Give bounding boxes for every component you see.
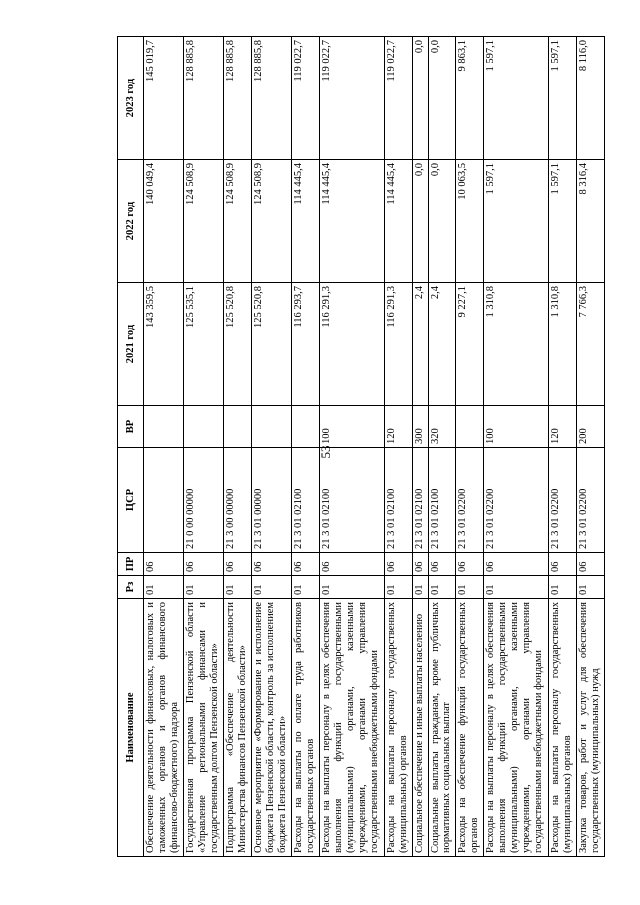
row-2022: 124 508,9 bbox=[252, 160, 292, 283]
row-2022: 10 063,5 bbox=[456, 160, 484, 283]
row-csr: 21 3 01 02100 bbox=[385, 448, 413, 553]
row-csr: 21 3 01 02100 bbox=[428, 448, 456, 553]
row-pr: 06 bbox=[252, 553, 292, 576]
row-2021: 125 535,1 bbox=[184, 283, 224, 406]
row-rz: 01 bbox=[484, 576, 549, 599]
row-csr bbox=[144, 448, 184, 553]
header-rz: Рз bbox=[118, 576, 144, 599]
row-pr: 06 bbox=[456, 553, 484, 576]
table-row bbox=[456, 37, 484, 857]
row-name: Расходы на выплаты персоналу государственных (муниципальных) органов bbox=[549, 599, 577, 857]
row-rz: 01 bbox=[428, 576, 456, 599]
row-csr: 21 3 01 02100 bbox=[413, 448, 428, 553]
row-2022: 8 316,4 bbox=[577, 160, 605, 283]
row-pr: 06 bbox=[320, 553, 385, 576]
table-row bbox=[224, 37, 252, 857]
row-name: Расходы на обеспечение функций государственных органов bbox=[456, 599, 484, 857]
table-row bbox=[549, 37, 577, 857]
header-2022: 2022 год bbox=[118, 160, 144, 283]
row-rz: 01 bbox=[549, 576, 577, 599]
table-row bbox=[144, 37, 184, 857]
rotated-table-container bbox=[117, 37, 605, 857]
row-2023: 119 022,7 bbox=[385, 37, 413, 160]
row-2021: 116 291,3 bbox=[320, 283, 385, 406]
header-name: Наименование bbox=[118, 599, 144, 857]
row-2022: 1 597,1 bbox=[484, 160, 549, 283]
row-rz: 01 bbox=[184, 576, 224, 599]
row-csr: 21 3 01 02200 bbox=[577, 448, 605, 553]
row-rz: 01 bbox=[292, 576, 320, 599]
row-vr: 320 bbox=[428, 406, 456, 448]
row-vr: 200 bbox=[577, 406, 605, 448]
row-pr: 06 bbox=[184, 553, 224, 576]
table-row bbox=[413, 37, 428, 857]
row-2023: 119 022,7 bbox=[320, 37, 385, 160]
row-name: Расходы на выплаты по оплате труда работников государственных органов bbox=[292, 599, 320, 857]
row-2023: 1 597,1 bbox=[549, 37, 577, 160]
row-2023: 1 597,1 bbox=[484, 37, 549, 160]
row-2023: 0,0 bbox=[413, 37, 428, 160]
row-2023: 9 863,1 bbox=[456, 37, 484, 160]
row-csr: 21 3 01 00000 bbox=[252, 448, 292, 553]
row-pr: 06 bbox=[549, 553, 577, 576]
row-pr: 06 bbox=[144, 553, 184, 576]
row-vr bbox=[224, 406, 252, 448]
table-row bbox=[577, 37, 605, 857]
table-row bbox=[292, 37, 320, 857]
row-name: Обеспечение деятельности финансовых, налоговых и таможенных органов и органов финансового (финансово-бюджетного) надзора bbox=[144, 599, 184, 857]
row-rz: 01 bbox=[224, 576, 252, 599]
row-2021: 9 227,1 bbox=[456, 283, 484, 406]
row-name: Расходы на выплаты персоналу в целях обеспечения выполнения функций государственными (муниципальными) органами, казенными учреждениями, органами управления государственными внебюджетными фондами bbox=[484, 599, 549, 857]
row-2021: 143 359,5 bbox=[144, 283, 184, 406]
row-2023: 128 885,8 bbox=[252, 37, 292, 160]
row-name: Подпрограмма «Обеспечение деятельности Министерства финансов Пензенской области» bbox=[224, 599, 252, 857]
header-2021: 2021 год bbox=[118, 283, 144, 406]
row-2021: 7 766,3 bbox=[577, 283, 605, 406]
row-rz: 01 bbox=[252, 576, 292, 599]
row-2023: 128 885,8 bbox=[184, 37, 224, 160]
row-2023: 8 116,0 bbox=[577, 37, 605, 160]
row-2022: 140 049,4 bbox=[144, 160, 184, 283]
row-vr bbox=[292, 406, 320, 448]
row-name: Основное мероприятие «Формирование и исполнение бюджета Пензенской области, контроль за исполнением бюджета Пензенской области» bbox=[252, 599, 292, 857]
table-row bbox=[184, 37, 224, 857]
row-2023: 128 885,8 bbox=[224, 37, 252, 160]
row-name: Расходы на выплаты персоналу в целях обеспечения выполнения функций государственными (муниципальными) органами, казенными учреждениями, органами управления государственными внебюджетными фондами bbox=[320, 599, 385, 857]
row-pr: 06 bbox=[385, 553, 413, 576]
row-vr bbox=[456, 406, 484, 448]
table-row bbox=[320, 37, 385, 857]
row-rz: 01 bbox=[456, 576, 484, 599]
table-row bbox=[252, 37, 292, 857]
row-rz: 01 bbox=[144, 576, 184, 599]
row-name: Социальное обеспечение и иные выплаты населению bbox=[413, 599, 428, 857]
row-2022: 0,0 bbox=[413, 160, 428, 283]
page-number: 53 bbox=[318, 445, 333, 459]
row-2022: 114 445,4 bbox=[292, 160, 320, 283]
row-pr: 06 bbox=[224, 553, 252, 576]
row-vr: 100 bbox=[320, 406, 385, 448]
header-pr: ПР bbox=[118, 553, 144, 576]
row-rz: 01 bbox=[385, 576, 413, 599]
row-2023: 119 022,7 bbox=[292, 37, 320, 160]
row-csr: 21 3 00 00000 bbox=[224, 448, 252, 553]
row-2022: 124 508,9 bbox=[184, 160, 224, 283]
row-2023: 0,0 bbox=[428, 37, 456, 160]
row-vr bbox=[184, 406, 224, 448]
header-csr: ЦСР bbox=[118, 448, 144, 553]
row-2021: 2,4 bbox=[428, 283, 456, 406]
table-header-row bbox=[118, 37, 144, 857]
row-vr bbox=[252, 406, 292, 448]
row-csr: 21 3 01 02200 bbox=[484, 448, 549, 553]
row-vr: 120 bbox=[385, 406, 413, 448]
row-rz: 01 bbox=[413, 576, 428, 599]
row-csr: 21 3 01 02200 bbox=[549, 448, 577, 553]
row-csr: 21 3 01 02100 bbox=[320, 448, 385, 553]
row-2022: 114 445,4 bbox=[320, 160, 385, 283]
row-vr bbox=[144, 406, 184, 448]
row-csr: 21 3 01 02200 bbox=[456, 448, 484, 553]
row-2021: 1 310,8 bbox=[484, 283, 549, 406]
header-vr: ВР bbox=[118, 406, 144, 448]
row-2022: 124 508,9 bbox=[224, 160, 252, 283]
row-name: Расходы на выплаты персоналу государственных (муниципальных) органов bbox=[385, 599, 413, 857]
row-rz: 01 bbox=[577, 576, 605, 599]
row-pr: 06 bbox=[428, 553, 456, 576]
row-vr: 120 bbox=[549, 406, 577, 448]
row-2021: 1 310,8 bbox=[549, 283, 577, 406]
row-pr: 06 bbox=[577, 553, 605, 576]
row-vr: 100 bbox=[484, 406, 549, 448]
row-name: Социальные выплаты гражданам, кроме публичных нормативных социальных выплат bbox=[428, 599, 456, 857]
budget-table bbox=[117, 36, 605, 857]
row-pr: 06 bbox=[413, 553, 428, 576]
row-rz: 01 bbox=[320, 576, 385, 599]
row-2021: 125 520,8 bbox=[252, 283, 292, 406]
row-2022: 114 445,4 bbox=[385, 160, 413, 283]
row-2021: 2,4 bbox=[413, 283, 428, 406]
row-2021: 116 291,3 bbox=[385, 283, 413, 406]
row-2021: 116 293,7 bbox=[292, 283, 320, 406]
row-pr: 06 bbox=[484, 553, 549, 576]
row-name: Закупка товаров, работ и услуг для обеспечения государственных (муниципальных) нужд bbox=[577, 599, 605, 857]
table-row bbox=[385, 37, 413, 857]
header-2023: 2023 год bbox=[118, 37, 144, 160]
row-2023: 145 019,7 bbox=[144, 37, 184, 160]
row-csr: 21 0 00 00000 bbox=[184, 448, 224, 553]
row-2021: 125 520,8 bbox=[224, 283, 252, 406]
table-row bbox=[484, 37, 549, 857]
row-2022: 0,0 bbox=[428, 160, 456, 283]
row-2022: 1 597,1 bbox=[549, 160, 577, 283]
row-csr: 21 3 01 02100 bbox=[292, 448, 320, 553]
row-vr: 300 bbox=[413, 406, 428, 448]
table-row bbox=[428, 37, 456, 857]
row-name: Государственная программа Пензенской области «Управление региональными финансами и государственным долгом Пензенской области» bbox=[184, 599, 224, 857]
row-pr: 06 bbox=[292, 553, 320, 576]
